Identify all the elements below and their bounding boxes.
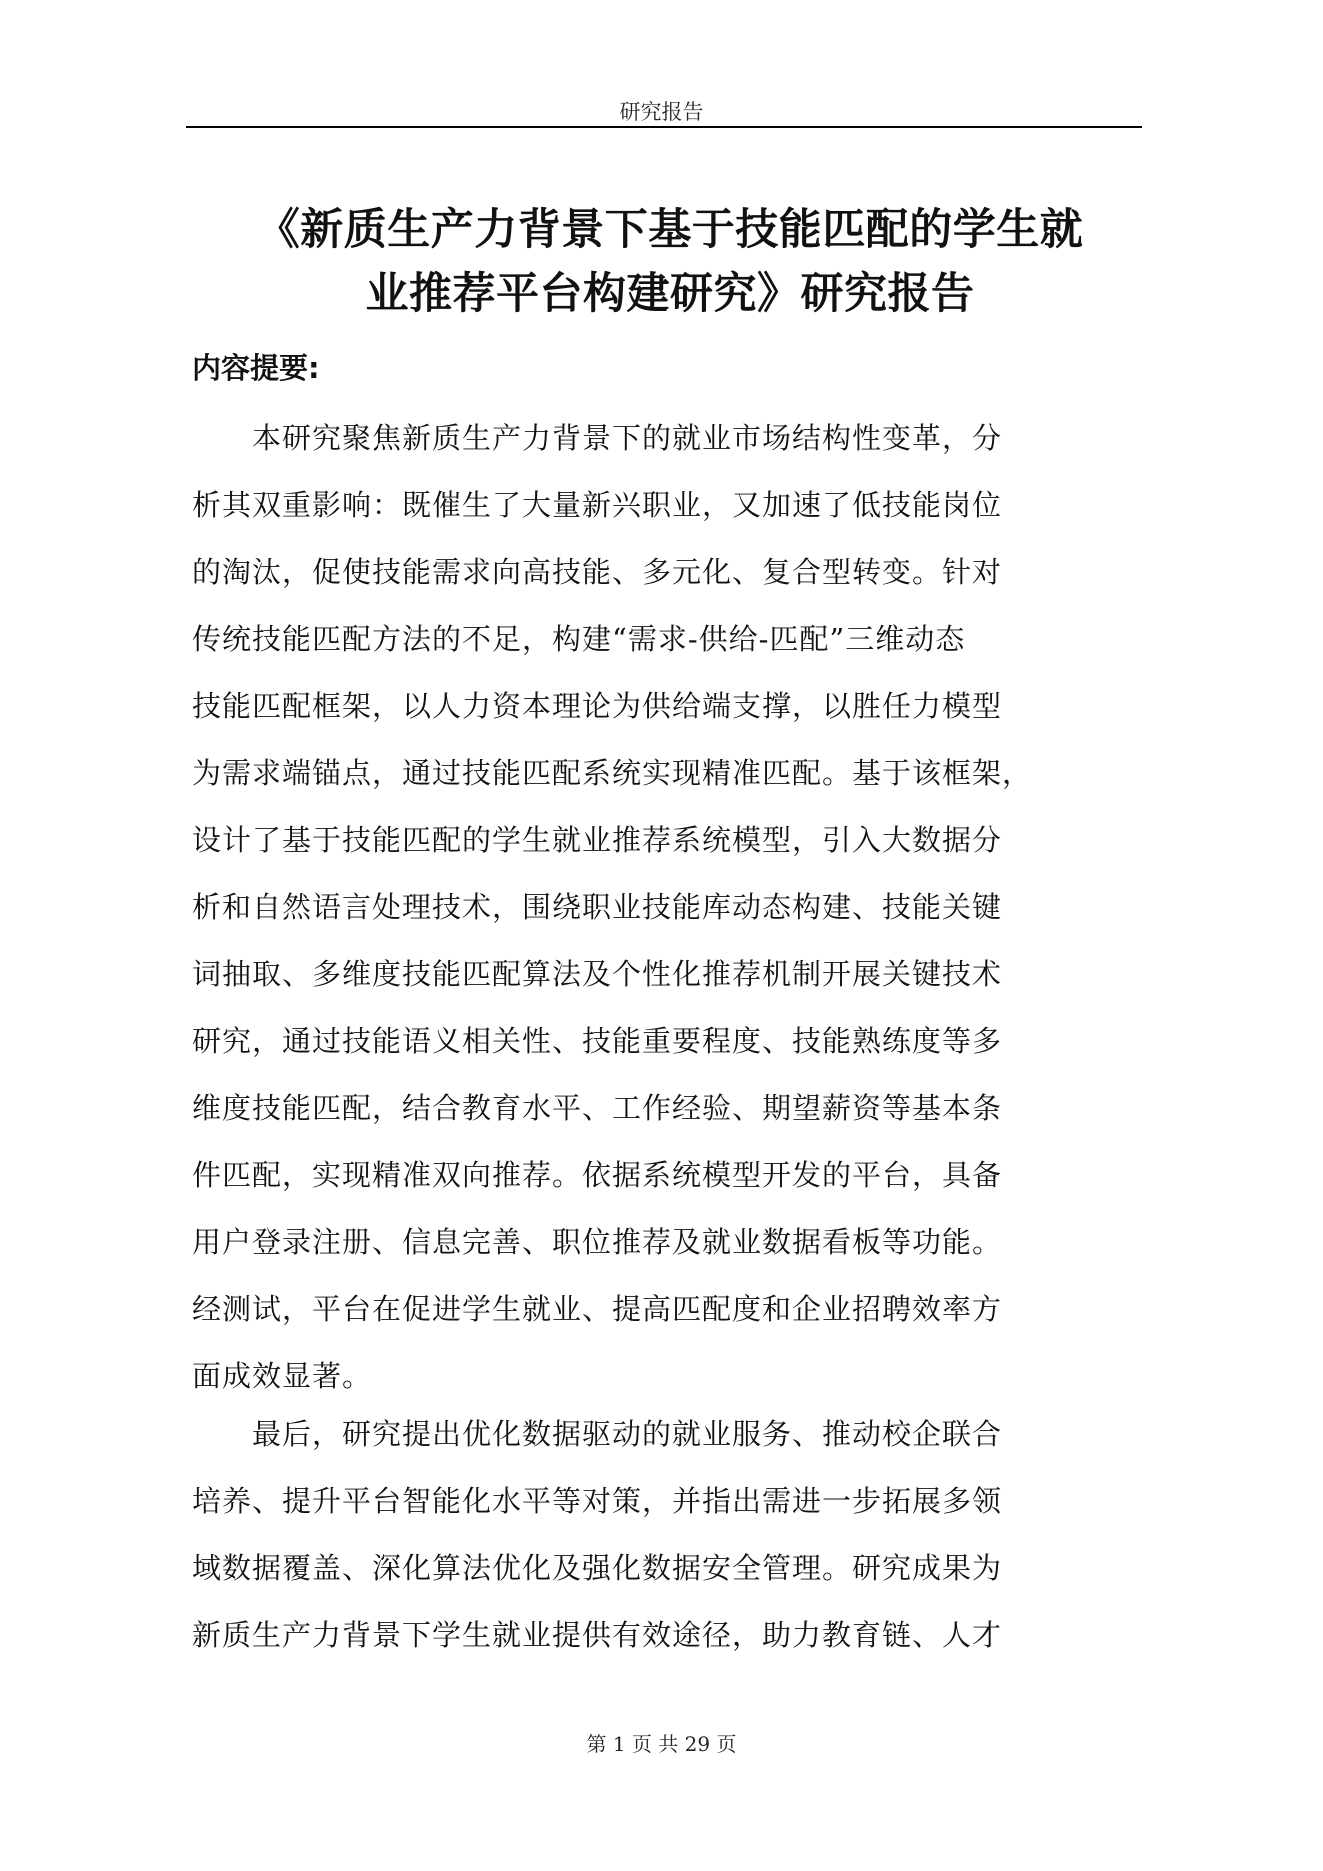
text-line: 维度技能匹配，结合教育水平、工作经验、期望薪资等基本条 — [192, 1091, 1003, 1125]
header-divider — [186, 126, 1142, 128]
text-line: 新质生产力背景下学生就业提供有效途径，助力教育链、人才 — [192, 1618, 1003, 1652]
text-line: 面成效显著。 — [192, 1359, 373, 1393]
text-line: 用户登录注册、信息完善、职位推荐及就业数据看板等功能。 — [192, 1225, 1003, 1259]
abstract-heading: 内容提要: — [192, 351, 320, 385]
text-line: 域数据覆盖、深化算法优化及强化数据安全管理。研究成果为 — [192, 1551, 1003, 1585]
report-title — [200, 198, 1140, 326]
abstract-paragraph-2 — [192, 1401, 1138, 1669]
text-line: 析其双重影响：既催生了大量新兴职业，又加速了低技能岗位 — [192, 488, 1003, 522]
text-line: 研究，通过技能语义相关性、技能重要程度、技能熟练度等多 — [192, 1024, 1003, 1058]
page-number-footer: 第 1 页 共 29 页 — [586, 1732, 737, 1756]
title-line: 《新质生产力背景下基于技能匹配的学生就 — [256, 205, 1084, 255]
text-line: 析和自然语言处理技术，围绕职业技能库动态构建、技能关键 — [192, 890, 1003, 924]
text-line: 经测试，平台在促进学生就业、提高匹配度和企业招聘效率方 — [192, 1292, 1003, 1326]
text-line: 词抽取、多维度技能匹配算法及个性化推荐机制开展关键技术 — [192, 957, 1003, 991]
title-line: 业推荐平台构建研究》研究报告 — [365, 269, 975, 319]
text-line: 传统技能匹配方法的不足，构建“需求-供给-匹配”三维动态 — [192, 622, 966, 656]
text-line: 技能匹配框架，以人力资本理论为供给端支撑，以胜任力模型 — [192, 689, 1003, 723]
text-line: 培养、提升平台智能化水平等对策，并指出需进一步拓展多领 — [192, 1484, 1003, 1518]
text-line: 本研究聚焦新质生产力背景下的就业市场结构性变革，分 — [192, 421, 1003, 455]
text-line: 的淘汰，促使技能需求向高技能、多元化、复合型转变。针对 — [192, 555, 1003, 589]
text-line: 为需求端锚点，通过技能匹配系统实现精准匹配。基于该框架， — [192, 756, 1033, 790]
abstract-paragraph-1 — [192, 405, 1138, 1410]
text-line: 设计了基于技能匹配的学生就业推荐系统模型，引入大数据分 — [192, 823, 1003, 857]
text-line: 最后，研究提出优化数据驱动的就业服务、推动校企联合 — [192, 1417, 1003, 1451]
text-line: 件匹配，实现精准双向推荐。依据系统模型开发的平台，具备 — [192, 1158, 1003, 1192]
running-header: 研究报告 — [619, 100, 704, 124]
